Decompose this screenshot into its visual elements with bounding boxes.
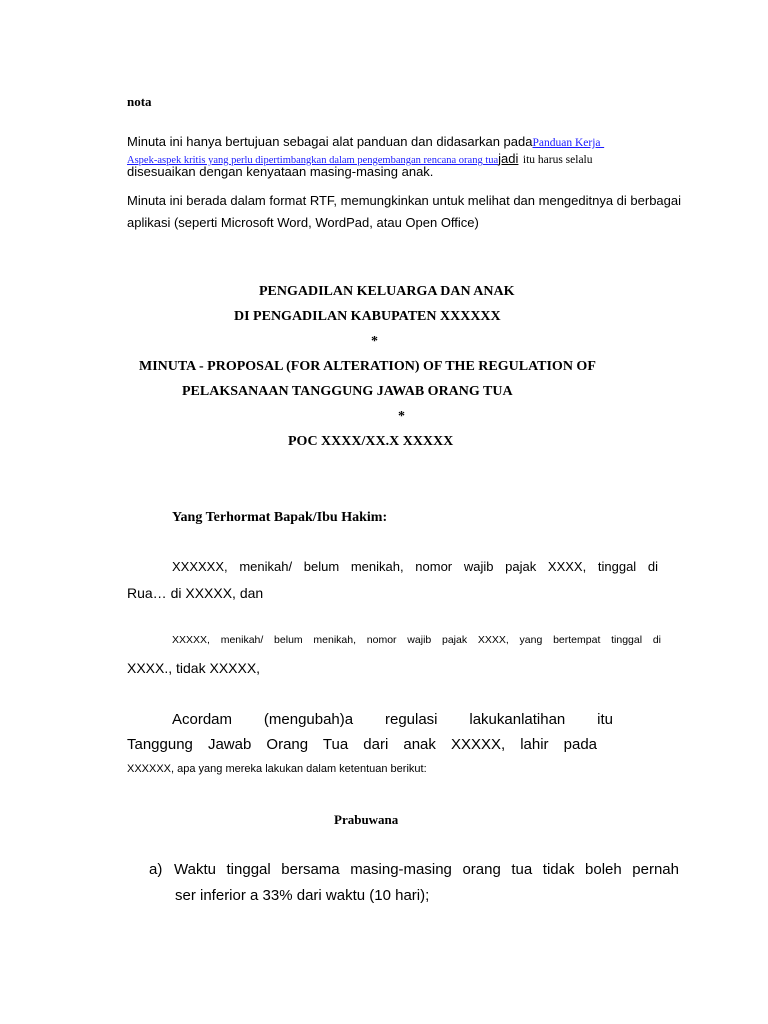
note-text-1: Minuta ini hanya bertujuan sebagai alat panduan dan didasarkan pada bbox=[127, 134, 533, 149]
item-a-marker: a) bbox=[149, 861, 163, 878]
title-separator-1: * bbox=[371, 334, 378, 349]
section-heading: Prabuwana bbox=[334, 812, 399, 827]
note-text-jadi: jadi bbox=[498, 151, 519, 166]
aspek-kritis-link[interactable]: Aspek-aspek kritis yang perlu dipertimbangkan dalam pengembangan rencana orang tua bbox=[127, 155, 499, 166]
note-text-tail: itu harus selalu bbox=[522, 154, 593, 166]
court-title-line-2: DI PENGADILAN KABUPATEN XXXXXX bbox=[234, 309, 501, 324]
title-separator-2: * bbox=[398, 409, 405, 424]
panduan-kerja-link[interactable]: Panduan Kerja bbox=[532, 137, 601, 149]
court-title-line-1: PENGADILAN KELUARGA DAN ANAK bbox=[259, 284, 515, 299]
item-a-line-2: ser inferior a 33% dari waktu (10 hari); bbox=[175, 887, 430, 904]
agreement-line-2: Tanggung Jawab Orang Tua dari anak XXXXX, lahir pada bbox=[127, 736, 597, 753]
note-heading: nota bbox=[127, 94, 152, 109]
party-2-line-1: XXXXX, menikah/ belum menikah, nomor wajib pajak XXXX, yang bertempat tinggal di bbox=[172, 634, 661, 646]
note-para2-line-2: aplikasi (seperti Microsoft Word, WordPad, atau Open Office) bbox=[127, 215, 479, 230]
case-number: POC XXXX/XX.X XXXXX bbox=[288, 434, 454, 449]
link-underline-filler bbox=[601, 134, 697, 149]
minuta-title-line-2: PELAKSANAAN TANGGUNG JAWAB ORANG TUA bbox=[182, 384, 513, 399]
note-para2-line-1: Minuta ini berada dalam format RTF, memungkinkan untuk melihat dan mengeditnya di berbagai bbox=[127, 193, 682, 208]
item-a-line-1: Waktu tinggal bersama masing-masing orang tua tidak boleh pernah bbox=[174, 861, 679, 878]
note-line-1 bbox=[127, 134, 697, 149]
salutation: Yang Terhormat Bapak/Ibu Hakim: bbox=[172, 510, 388, 525]
agreement-line-3: XXXXXX, apa yang mereka lakukan dalam ketentuan berikut: bbox=[127, 763, 427, 775]
agreement-line-1: Acordam (mengubah)a regulasi lakukanlatihan itu bbox=[172, 711, 613, 728]
party-1-line-1: XXXXXX, menikah/ belum menikah, nomor wajib pajak XXXX, tinggal di bbox=[172, 559, 658, 574]
minuta-title-line-1: MINUTA - PROPOSAL (FOR ALTERATION) OF THE REGULATION OF bbox=[139, 359, 596, 374]
note-line-3: disesuaikan dengan kenyataan masing-masing anak. bbox=[127, 164, 434, 179]
party-1-line-2: Rua… di XXXXX, dan bbox=[127, 585, 264, 601]
party-2-line-2: XXXX., tidak XXXXX, bbox=[127, 660, 261, 676]
